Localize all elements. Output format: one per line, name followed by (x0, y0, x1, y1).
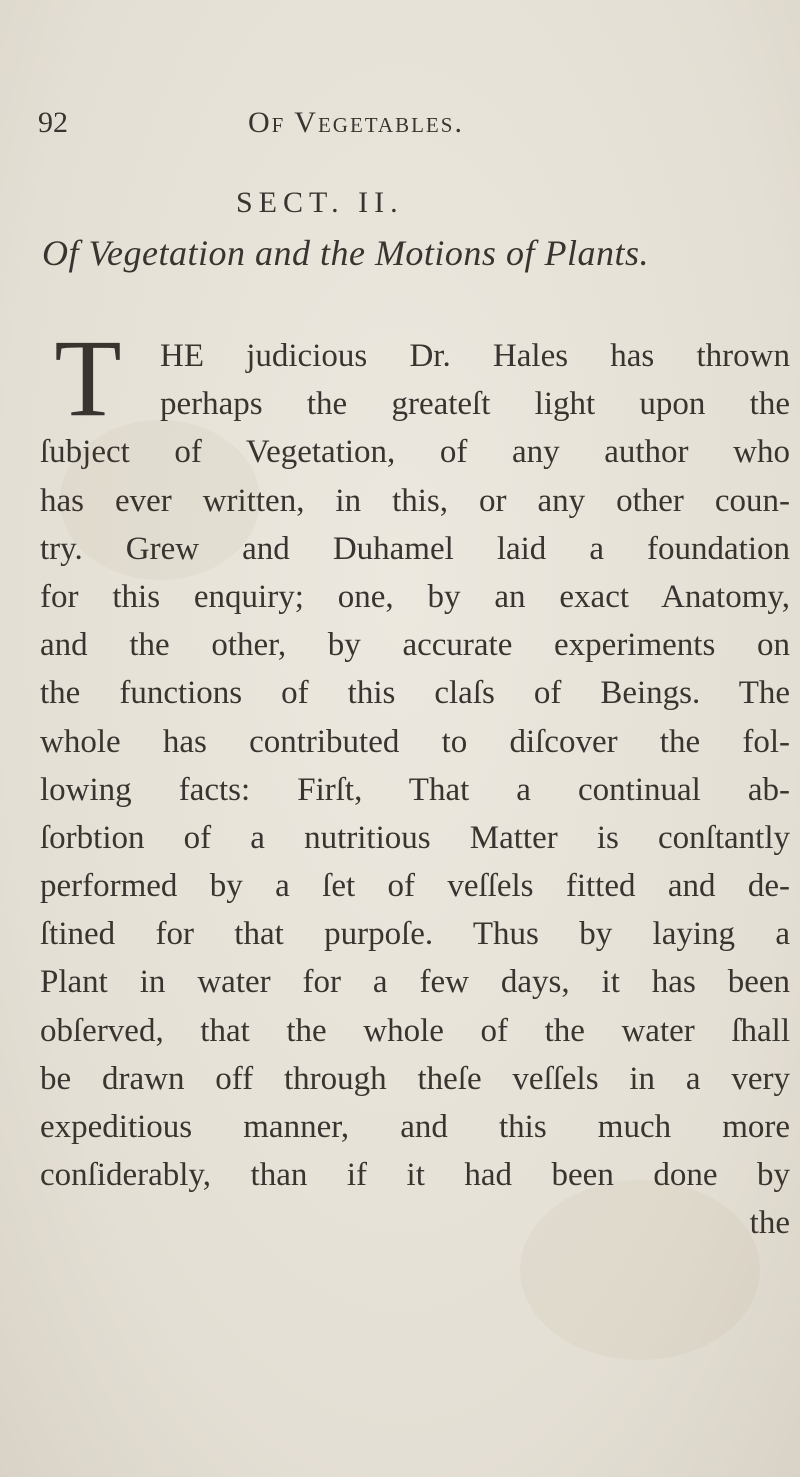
text-line: try. Grew and Duhamel laid a foundation (40, 530, 790, 567)
catchword: the (749, 1205, 790, 1242)
drop-cap: T (54, 317, 122, 439)
text-line: the functions of this claſs of Beings. The (40, 675, 790, 712)
text-line: performed by a ſet of veſſels fitted and de- (40, 868, 790, 905)
text-line: ſubject of Vegetation, of any author who (40, 434, 790, 471)
text-line: ſorbtion of a nutritious Matter is conſtantly (40, 819, 790, 856)
text-line: expeditious manner, and this much more (40, 1109, 790, 1145)
text-line: Plant in water for a few days, it has been (40, 964, 790, 1001)
text-line: lowing facts: Firſt, That a continual ab- (40, 771, 790, 808)
body-text (40, 317, 790, 1248)
text-line: and the other, by accurate experiments on (40, 627, 790, 664)
section-label: SECT. II. (236, 186, 404, 219)
text-line: conſiderably, than if it had been done by (40, 1157, 790, 1194)
text-line: whole has contributed to diſcover the fol- (40, 723, 790, 760)
text-line: be drawn off through theſe veſſels in a very (40, 1060, 790, 1097)
page-number: 92 (38, 106, 68, 139)
text-line: perhaps the greateſt light upon the (160, 386, 790, 423)
text-line: ſtined for that purpoſe. Thus by laying a (40, 916, 790, 953)
text-line: for this enquiry; one, by an exact Anatomy, (40, 578, 790, 615)
text-line: has ever written, in this, or any other coun- (40, 482, 790, 519)
page-header (0, 106, 800, 162)
running-head: Of Vegetables. (248, 106, 464, 139)
text-line: HE judicious Dr. Hales has thrown (160, 338, 790, 374)
text-line: obſerved, that the whole of the water ſhall (40, 1012, 790, 1049)
section-title: Of Vegetation and the Motions of Plants. (42, 233, 649, 273)
